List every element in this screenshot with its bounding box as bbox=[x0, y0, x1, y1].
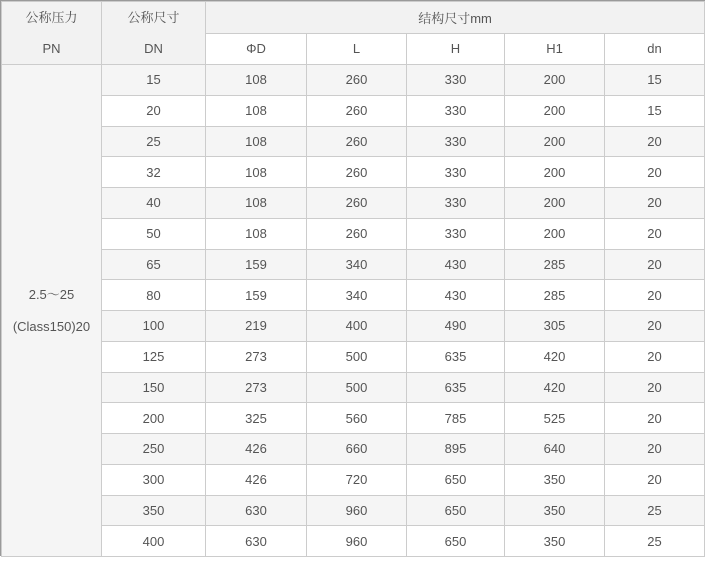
cell-h: 330 bbox=[407, 65, 505, 96]
cell-l: 260 bbox=[307, 95, 407, 126]
cell-h: 330 bbox=[407, 126, 505, 157]
cell-h1: 200 bbox=[505, 157, 605, 188]
table-row bbox=[2, 65, 705, 96]
cell-dn: 20 bbox=[605, 341, 705, 372]
cell-dn-size: 65 bbox=[102, 249, 206, 280]
cell-l: 260 bbox=[307, 126, 407, 157]
cell-dn: 20 bbox=[605, 218, 705, 249]
cell-dn: 20 bbox=[605, 403, 705, 434]
cell-phi-d: 108 bbox=[206, 188, 307, 219]
cell-l: 560 bbox=[307, 403, 407, 434]
cell-h: 650 bbox=[407, 464, 505, 495]
cell-h: 490 bbox=[407, 311, 505, 342]
cell-h: 430 bbox=[407, 280, 505, 311]
cell-phi-d: 159 bbox=[206, 280, 307, 311]
cell-dn: 20 bbox=[605, 249, 705, 280]
cell-dn-size: 150 bbox=[102, 372, 206, 403]
cell-dn-size: 32 bbox=[102, 157, 206, 188]
cell-h1: 350 bbox=[505, 526, 605, 557]
valve-dimensions-table bbox=[1, 1, 705, 557]
table-row bbox=[2, 280, 705, 311]
cell-h1: 420 bbox=[505, 372, 605, 403]
table-row bbox=[2, 188, 705, 219]
cell-l: 400 bbox=[307, 311, 407, 342]
cell-h1: 305 bbox=[505, 311, 605, 342]
cell-dn: 20 bbox=[605, 464, 705, 495]
pressure-value-cell bbox=[2, 65, 102, 557]
cell-phi-d: 630 bbox=[206, 526, 307, 557]
cell-dn-size: 125 bbox=[102, 341, 206, 372]
cell-dn-size: 350 bbox=[102, 495, 206, 526]
cell-phi-d: 219 bbox=[206, 311, 307, 342]
cell-phi-d: 159 bbox=[206, 249, 307, 280]
cell-h: 330 bbox=[407, 188, 505, 219]
table-row bbox=[2, 126, 705, 157]
cell-h1: 200 bbox=[505, 126, 605, 157]
cell-phi-d: 426 bbox=[206, 434, 307, 465]
cell-phi-d: 273 bbox=[206, 341, 307, 372]
cell-dn: 15 bbox=[605, 95, 705, 126]
header-nominal-pressure bbox=[2, 2, 102, 65]
cell-l: 260 bbox=[307, 218, 407, 249]
cell-dn-size: 15 bbox=[102, 65, 206, 96]
cell-h: 650 bbox=[407, 495, 505, 526]
cell-h: 895 bbox=[407, 434, 505, 465]
table-row bbox=[2, 434, 705, 465]
cell-dn: 20 bbox=[605, 434, 705, 465]
cell-h1: 200 bbox=[505, 188, 605, 219]
subheader-l: L bbox=[307, 33, 407, 65]
subheader-h: H bbox=[407, 33, 505, 65]
cell-dn-size: 80 bbox=[102, 280, 206, 311]
table-row bbox=[2, 495, 705, 526]
cell-dn-size: 40 bbox=[102, 188, 206, 219]
cell-h: 785 bbox=[407, 403, 505, 434]
cell-dn-size: 50 bbox=[102, 218, 206, 249]
cell-h: 330 bbox=[407, 95, 505, 126]
cell-l: 660 bbox=[307, 434, 407, 465]
cell-h1: 285 bbox=[505, 280, 605, 311]
cell-dn-size: 200 bbox=[102, 403, 206, 434]
cell-h1: 420 bbox=[505, 341, 605, 372]
cell-h: 330 bbox=[407, 218, 505, 249]
cell-dn: 20 bbox=[605, 157, 705, 188]
cell-dn-size: 20 bbox=[102, 95, 206, 126]
table-row bbox=[2, 249, 705, 280]
pressure-range: 2.5～25 bbox=[28, 286, 75, 302]
cell-l: 340 bbox=[307, 249, 407, 280]
cell-dn: 20 bbox=[605, 188, 705, 219]
table-row bbox=[2, 403, 705, 434]
cell-dn: 25 bbox=[605, 495, 705, 526]
table-row bbox=[2, 464, 705, 495]
cell-dn: 20 bbox=[605, 372, 705, 403]
cell-dn: 20 bbox=[605, 311, 705, 342]
cell-phi-d: 108 bbox=[206, 218, 307, 249]
cell-h1: 640 bbox=[505, 434, 605, 465]
cell-phi-d: 108 bbox=[206, 65, 307, 96]
cell-phi-d: 108 bbox=[206, 95, 307, 126]
cell-phi-d: 325 bbox=[206, 403, 307, 434]
cell-l: 500 bbox=[307, 341, 407, 372]
cell-l: 960 bbox=[307, 526, 407, 557]
cell-h1: 285 bbox=[505, 249, 605, 280]
header-row-1 bbox=[2, 2, 705, 34]
cell-dn: 20 bbox=[605, 126, 705, 157]
header-nominal-size-cn: 公称尺寸 bbox=[127, 10, 180, 25]
cell-h: 635 bbox=[407, 372, 505, 403]
cell-dn-size: 400 bbox=[102, 526, 206, 557]
cell-dn: 20 bbox=[605, 280, 705, 311]
cell-h1: 200 bbox=[505, 65, 605, 96]
header-nominal-pressure-cn: 公称压力 bbox=[25, 10, 78, 25]
header-nominal-size bbox=[102, 2, 206, 65]
cell-dn-size: 250 bbox=[102, 434, 206, 465]
header-nominal-pressure-en: PN bbox=[42, 41, 61, 56]
subheader-h1: H1 bbox=[505, 33, 605, 65]
cell-dn-size: 25 bbox=[102, 126, 206, 157]
subheader-dn: dn bbox=[605, 33, 705, 65]
cell-phi-d: 426 bbox=[206, 464, 307, 495]
cell-h1: 200 bbox=[505, 95, 605, 126]
cell-phi-d: 273 bbox=[206, 372, 307, 403]
cell-h: 330 bbox=[407, 157, 505, 188]
cell-h1: 525 bbox=[505, 403, 605, 434]
cell-dn-size: 300 bbox=[102, 464, 206, 495]
cell-l: 340 bbox=[307, 280, 407, 311]
cell-dn-size: 100 bbox=[102, 311, 206, 342]
cell-h1: 350 bbox=[505, 495, 605, 526]
subheader-phi-d: ΦD bbox=[206, 33, 307, 65]
cell-l: 500 bbox=[307, 372, 407, 403]
header-nominal-size-en: DN bbox=[144, 41, 163, 56]
cell-phi-d: 108 bbox=[206, 157, 307, 188]
cell-phi-d: 630 bbox=[206, 495, 307, 526]
cell-l: 720 bbox=[307, 464, 407, 495]
table-row bbox=[2, 311, 705, 342]
cell-dn: 15 bbox=[605, 65, 705, 96]
table-row bbox=[2, 372, 705, 403]
cell-h: 650 bbox=[407, 526, 505, 557]
cell-h1: 350 bbox=[505, 464, 605, 495]
table-row bbox=[2, 157, 705, 188]
cell-l: 960 bbox=[307, 495, 407, 526]
cell-h: 635 bbox=[407, 341, 505, 372]
table-row bbox=[2, 341, 705, 372]
table-row bbox=[2, 95, 705, 126]
cell-h1: 200 bbox=[505, 218, 605, 249]
cell-l: 260 bbox=[307, 188, 407, 219]
table-row bbox=[2, 218, 705, 249]
cell-l: 260 bbox=[307, 65, 407, 96]
cell-phi-d: 108 bbox=[206, 126, 307, 157]
table-row bbox=[2, 526, 705, 557]
cell-l: 260 bbox=[307, 157, 407, 188]
header-structure-dimensions: 结构尺寸mm bbox=[206, 2, 705, 34]
cell-h: 430 bbox=[407, 249, 505, 280]
cell-dn: 25 bbox=[605, 526, 705, 557]
pressure-class: (Class150)20 bbox=[12, 318, 91, 334]
